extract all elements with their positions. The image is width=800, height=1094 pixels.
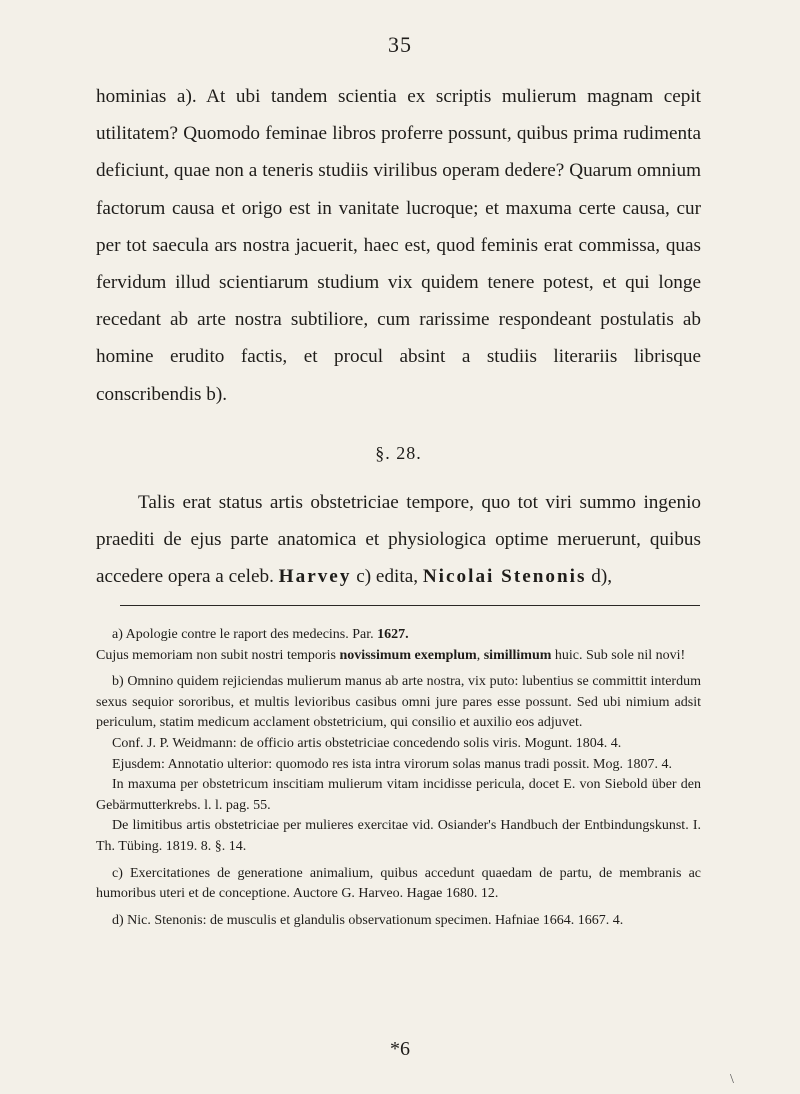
footnote-a-emph-2: simillimum — [483, 647, 552, 663]
footnote-b-conf: Conf. J. P. Weidmann: de officio artis obstetriciae concedendo solis viris. Mogunt. 1804. 4. — [112, 735, 622, 751]
section-heading: §. 28. — [375, 442, 422, 463]
body-paragraph: hominias a). At ubi tandem scientia ex scriptis mulierum magnam cepit utilitatem? Quomodo feminae libros proferre possunt, quibus prima rudimenta deficiunt, quae non a teneris studiis virilibus operam dedere? Quarum omnium factorum causa et origo est in vanitate lucroque; et maxuma certe causa, cur per tot saecula ars nostra jacuerit, haec est, quod feminis erat commissa, quas fervidum illud scientiarum studium vix quidem tenere potest, et qui longe recedant ab arte nostra subtiliore, cum rarissime respondeant postulatis ab homine erudito factis, et procul absint a studiis literariis librisque conscribendis b). — [96, 86, 701, 405]
section-paragraph — [96, 484, 701, 596]
footnote-b-ejusdem: Ejusdem: Annotatio ulterior: quomodo res ista intra virorum solas manus tradi possit. Mog. 1807. 4. — [112, 756, 672, 772]
footnotes — [96, 625, 701, 931]
section-text-before: Talis erat status artis obstetriciae tempore, quo tot viri summo ingenio praediti de ejus parte anatomica et physiologica optime meruerunt, quibus accedere opera a celeb. — [96, 492, 701, 588]
footnote-divider — [120, 605, 700, 606]
footnote-b-osiander: De limitibus artis obstetriciae per mulieres exercitae vid. Osiander's Handbuch der Entbindungskunst. I. Th. Tübing. 1819. 8. §. 14. — [96, 818, 701, 854]
footnote-a-end: huic. Sub sole nil novi! — [551, 647, 686, 663]
signature-mark: *6 — [390, 1038, 410, 1060]
author-name-harvey: Harvey — [278, 566, 352, 588]
footnote-a-sep: , — [476, 647, 484, 663]
corner-mark: \ — [730, 1072, 734, 1087]
footnote-a — [96, 625, 701, 646]
section-text-after: d), — [586, 566, 613, 588]
footnote-a-continued — [96, 646, 701, 667]
footnote-a-year: 1627. — [377, 627, 409, 642]
footnote-c: c) Exercitationes de generatione animalium, quibus accedunt quaedam de partu, de membranis ac humoribus uteri et de conceptione. Auctore G. Harveo. Hagae 1680. 12. — [96, 865, 701, 902]
footnote-b-siebold: In maxuma per obstetricum inscitiam mulierum vitam incidisse pericula, docet E. von Siebold über den Gebärmutterkrebs. l. l. pag. 55. — [96, 777, 701, 813]
section-text-middle: c) edita, — [351, 566, 423, 588]
footnote-a-emph-1: novissimum exemplum — [339, 647, 477, 663]
author-name-stenonis: Nicolai Stenonis — [422, 566, 587, 588]
footnote-d: d) Nic. Stenonis: de musculis et glandulis observationum specimen. Hafniae 1664. 1667. 4. — [112, 912, 624, 928]
main-text — [96, 78, 701, 596]
footnote-a-line1: a) Apologie contre le raport des medecins. Par. — [112, 627, 378, 642]
footnote-a-text: Cujus memoriam non subit nostri temporis — [96, 647, 340, 663]
page-number: 35 — [388, 32, 412, 57]
footnote-b: b) Omnino quidem rejiciendas mulierum manus ab arte nostra, vix puto: lubentius se committit interdum sexus sequior sororibus, et multis levioribus casibus omni jure pares esse possunt. Sed ubi nimium adsit periculum, statim medicum acclament obstetricium, qui consilio et auxilio eos adjuvet. — [96, 674, 701, 731]
